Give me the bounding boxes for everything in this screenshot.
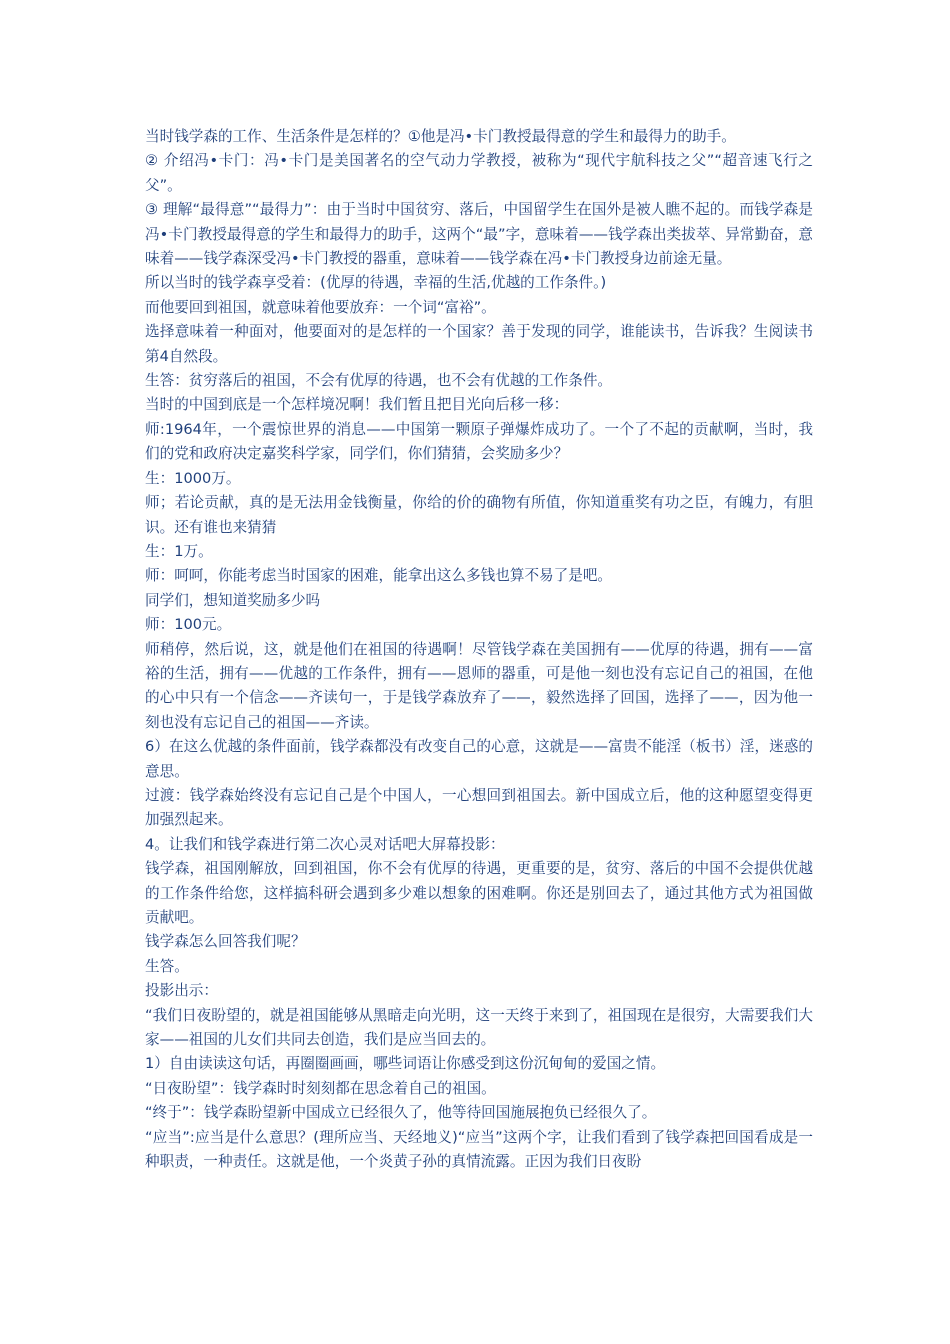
paragraph: 师:1964年，一个震惊世界的消息——中国第一颗原子弹爆炸成功了。一个了不起的贡献啊，当时，我们的党和政府决定嘉奖科学家，同学们，你们猜猜，会奖励多少？ bbox=[145, 420, 813, 463]
paragraph: 师稍停，然后说，这，就是他们在祖国的待遇啊！尽管钱学森在美国拥有——优厚的待遇，拥有——富裕的生活，拥有——优越的工作条件，拥有——恩师的器重，可是他一刻也没有忘记自己的祖国，在他的心中只有一个信念——齐读句一，于是钱学森放弃了——，毅然选择了回国，选择了——，因为他一刻也没有忘记自己的祖国——齐读。 bbox=[145, 640, 813, 731]
paragraph: 当时钱学森的工作、生活条件是怎样的？①他是冯•卡门教授最得意的学生和最得力的助手。 bbox=[145, 128, 736, 145]
paragraph: 1）自由读读这句话，再圈圈画画，哪些词语让你感受到这份沉甸甸的爱国之情。 bbox=[145, 1055, 666, 1073]
document-body bbox=[145, 125, 813, 1174]
paragraph: 投影出示： bbox=[145, 982, 218, 1000]
paragraph: “终于”：钱学森盼望新中国成立已经很久了，他等待回国施展抱负已经很久了。 bbox=[145, 1104, 657, 1122]
paragraph: “日夜盼望”：钱学森时时刻刻都在思念着自己的祖国。 bbox=[145, 1079, 496, 1097]
paragraph: 当时的中国到底是一个怎样境况啊！我们暂且把目光向后移一移： bbox=[145, 396, 569, 414]
paragraph: 生：1000万。 bbox=[145, 469, 241, 487]
paragraph: 钱学森，祖国刚解放，回到祖国，你不会有优厚的待遇，更重要的是，贫穷、落后的中国不会提供优越的工作条件给您，这样搞科研会遇到多少难以想象的困难啊。你还是别回去了，通过其他方式为祖国做贡献吧。 bbox=[145, 860, 813, 926]
paragraph: 生：1万。 bbox=[145, 542, 213, 560]
paragraph: 钱学森怎么回答我们呢？ bbox=[145, 933, 306, 951]
paragraph: 选择意味着一种面对，他要面对的是怎样的一个国家？善于发现的同学，谁能读书，告诉我？生阅读书第4自然段。 bbox=[145, 323, 813, 365]
paragraph: 4。让我们和钱学森进行第二次心灵对话吧大屏幕投影： bbox=[145, 835, 505, 853]
paragraph: 生答：贫穷落后的祖国，不会有优厚的待遇，也不会有优越的工作条件。 bbox=[145, 372, 613, 390]
paragraph: ③ 理解“最得意”“最得力”：由于当时中国贫穷、落后，中国留学生在国外是被人瞧不起的。而钱学森是冯•卡门教授最得意的学生和最得力的助手，这两个“最”字，意味着——钱学森出类拔萃、异常勤奋，意味着——钱学森深受冯•卡门教授的器重，意味着——钱学森在冯•卡门教授身边前途无量。 bbox=[145, 201, 813, 268]
paragraph: 过渡：钱学森始终没有忘记自己是个中国人，一心想回到祖国去。新中国成立后，他的这种愿望变得更加强烈起来。 bbox=[145, 786, 813, 829]
paragraph: 师：呵呵，你能考虑当时国家的困难，能拿出这么多钱也算不易了是吧。 bbox=[145, 567, 613, 585]
paragraph: 同学们，想知道奖励多少吗 bbox=[145, 591, 321, 609]
paragraph: 生答。 bbox=[145, 957, 189, 975]
paragraph: 师；若论贡献，真的是无法用金钱衡量，你给的价的确物有所值，你知道重奖有功之臣，有魄力，有胆识。还有谁也来猜猜 bbox=[145, 494, 813, 536]
paragraph: 而他要回到祖国，就意味着他要放弃：一个词“富裕”。 bbox=[145, 298, 496, 316]
paragraph: “应当”:应当是什么意思？(理所应当、天经地义)“应当”这两个字，让我们看到了钱学森把回国看成是一种职责，一种责任。这就是他，一个炎黄子孙的真情流露。正因为我们日夜盼 bbox=[145, 1128, 813, 1171]
paragraph: 6）在这么优越的条件面前，钱学森都没有改变自己的心意，这就是——富贵不能淫（板书）淫，迷惑的意思。 bbox=[145, 738, 813, 780]
paragraph: “我们日夜盼望的，就是祖国能够从黑暗走向光明，这一天终于来到了，祖国现在是很穷，大需要我们大家——祖国的儿女们共同去创造，我们是应当回去的。 bbox=[145, 1006, 813, 1049]
paragraph: 所以当时的钱学森享受着：(优厚的待遇，幸福的生活,优越的工作条件。) bbox=[145, 274, 607, 292]
paragraph: 师：100元。 bbox=[145, 616, 232, 634]
paragraph: ② 介绍冯•卡门：冯•卡门是美国著名的空气动力学教授，被称为“现代宇航科技之父”“超音速飞行之父”。 bbox=[145, 152, 813, 194]
